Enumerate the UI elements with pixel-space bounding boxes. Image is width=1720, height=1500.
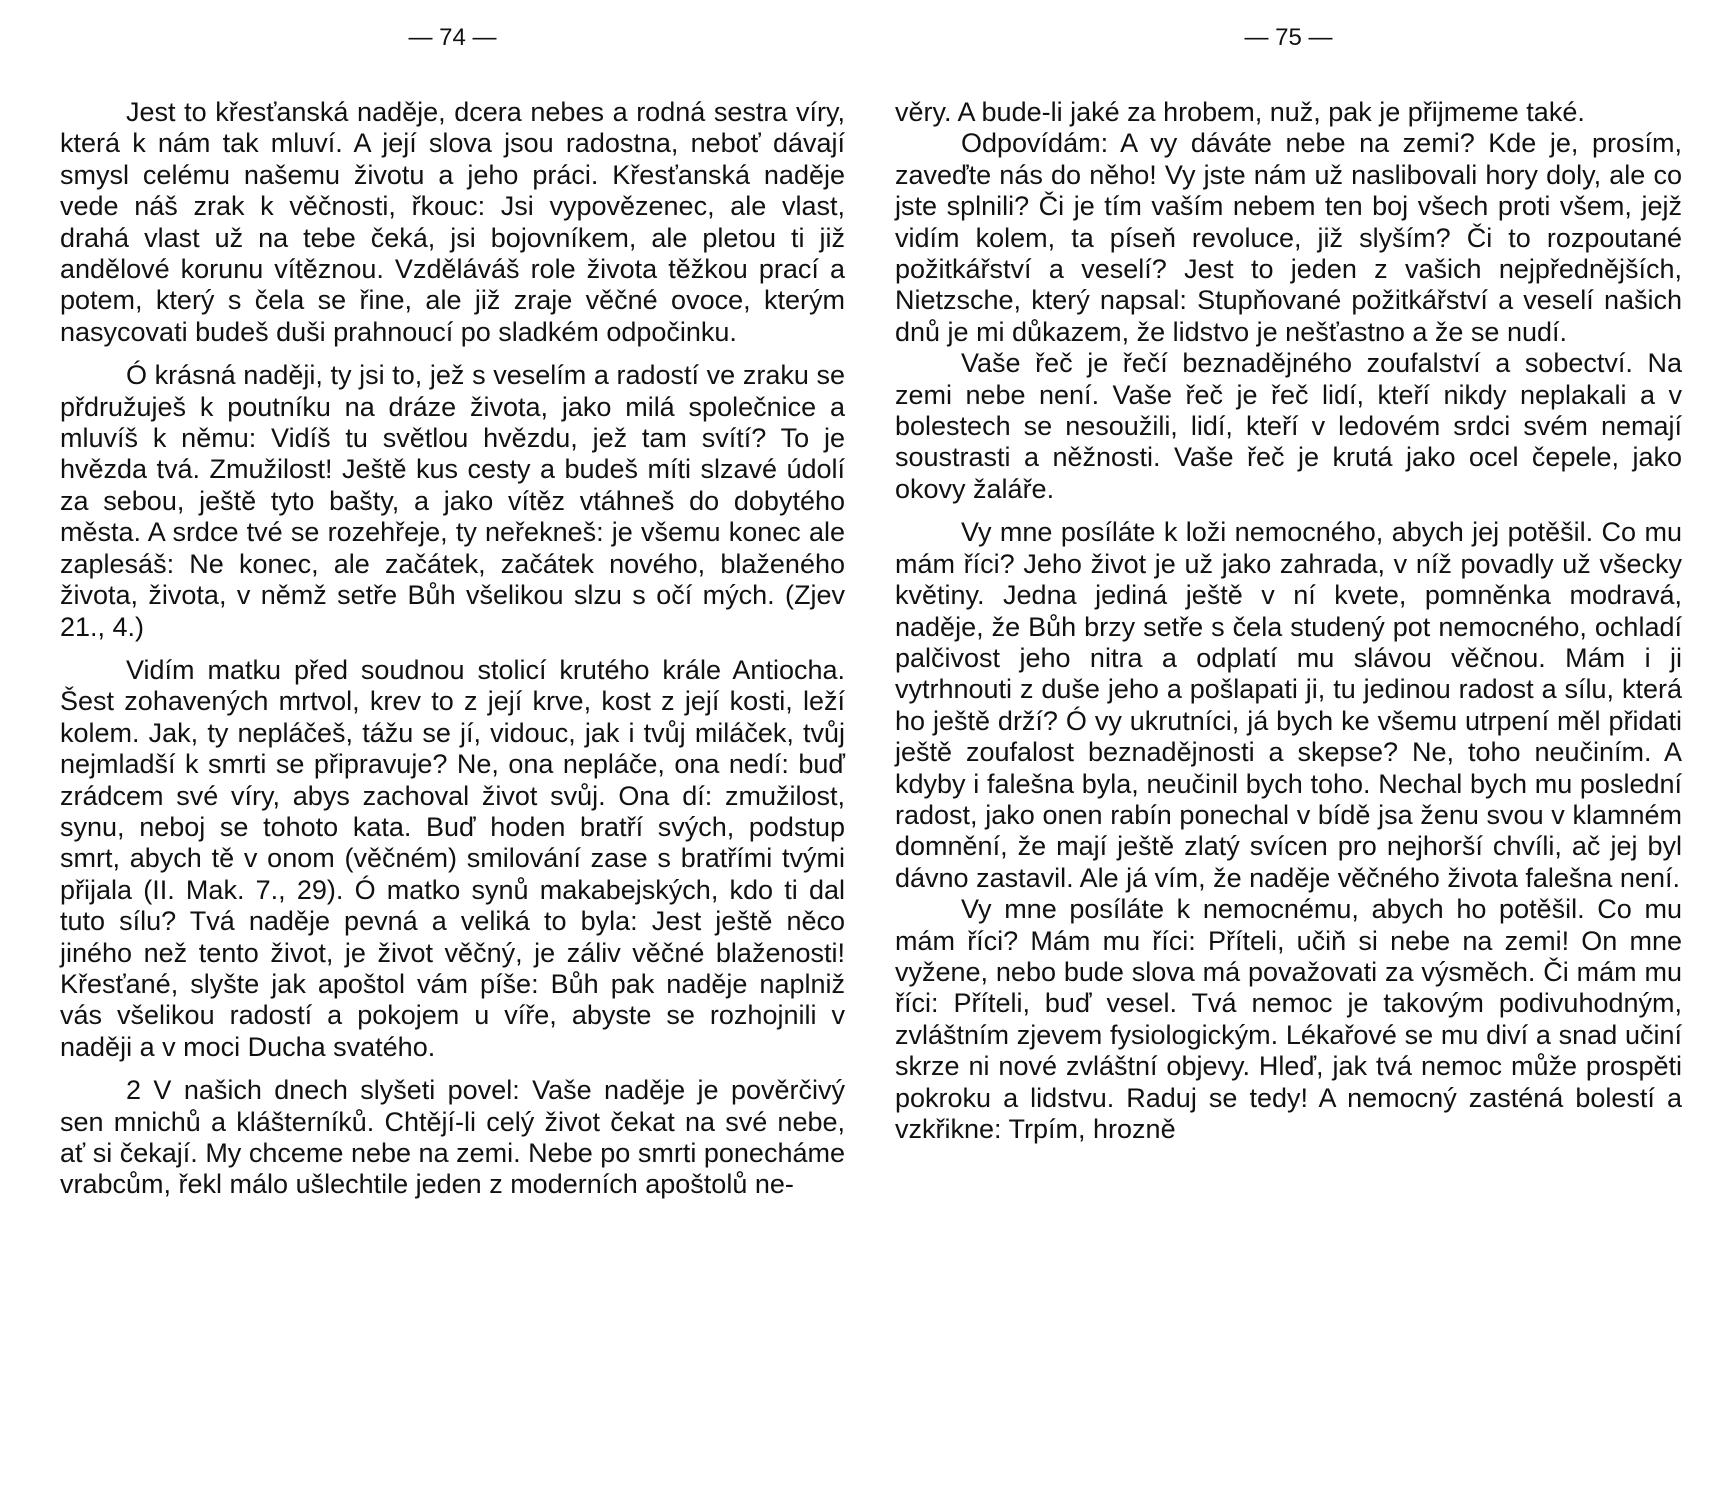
paragraph: Jest to křesťanská naděje, dcera nebes a rodná sestra víry, která k nám tak mluví. A její slova jsou radostna, neboť dávají smysl celému našemu životu a jeho práci. Křesťanská naděje vede náš zrak k věčnosti, řkouc: Jsi vypovězenec, ale vlast, drahá vlast už na tebe čeká, jsi bojovníkem, ale pletou ti již andělové korunu vítěznou. Vzděláváš role života těžkou prací a potem, který s čela se řine, ale již zraje věčné ovoce, kterým nasycovati budeš duši prahnoucí po sladkém odpočinku.: [60, 97, 845, 347]
page-number-74: — 74 —: [408, 24, 497, 51]
paragraph: Vy mne posíláte k loži nemocného, abych jej potěšil. Co mu mám říci? Jeho život je už jako zahrada, v níž povadly už všecky květiny. Jedna jediná ještě v ní kvete, pomněnka modravá, naděje, že Bůh brzy setře s čela studený pot nemocného, ochladí palčivost jeho nitra a odplatí mu slávou věčnou. Mám i ji vytrhnouti z duše jeho a pošlapati ji, tu jedinou radost a sílu, která ho ještě drží? Ó vy ukrutníci, já bych ke všemu utrpení měl přidati ještě zoufalost beznadějnosti a skepse? Ne, toho neučiním. A kdyby i falešna byla, neučinil bych toho. Nechal bych mu poslední radost, jako onen rabín ponechal v bídě jsa ženu svou v klamném domnění, že mají ještě zlatý svícen pro nejhorší chvíli, ač jej byl dávno zastavil. Ale já vím, že naděje věčného života falešna není.: [895, 517, 1682, 893]
paragraph: Ó krásná naději, ty jsi to, jež s veselím a radostí ve zraku se přdružuješ k poutníku na dráze života, jako milá společnice a mluvíš k němu: Vidíš tu světlou hvězdu, jež tam svítí? To je hvězda tvá. Zmužilost! Ještě kus cesty a budeš míti slzavé údolí za sebou, ještě tyto bašty, a jako vítěz vtáhneš do dobytého města. A srdce tvé se rozehřeje, ty neřekneš: je všemu konec ale zaplesáš: Ne konec, ale začátek, začátek nového, blaženého života, života, v němž setře Bůh všelikou slzu s očí mých. (Zjev 21., 4.): [60, 360, 845, 642]
paragraph: Vaše řeč je řečí beznadějného zoufalství a sobectví. Na zemi nebe není. Vaše řeč je řeč lidí, kteří nikdy neplakali a v bolestech se nesoužili, lidí, kteří v ledovém srdci svém nemají soustrasti a něžnosti. Vaše řeč je krutá jako ocel čepele, jako okovy žaláře.: [895, 348, 1682, 504]
paragraph: věry. A bude-li jaké za hrobem, nuž, pak je přijmeme také.: [895, 97, 1585, 127]
paragraph: Vidím matku před soudnou stolicí krutého krále Antiocha. Šest zohavených mrtvol, krev to z její krve, kost z její kosti, leží kolem. Jak, ty nepláčeš, tážu se jí, vidouc, jak i tvůj miláček, tvůj nejmladší k smrti se připravuje? Ne, ona nepláče, ona nedí: buď zrádcem své víry, abys zachoval život svůj. Ona dí: zmužilost, synu, neboj se tohoto kata. Buď hoden bratří svých, podstup smrt, abych tě v onom (věčném) smilování zase s bratřími tvými přijala (II. Mak. 7., 29). Ó matko synů makabejských, kdo ti dal tuto sílu? Tvá naděje pevná a veliká to byla: Jest ještě něco jiného než tento život, je život věčný, je záliv věčné blaženosti! Křesťané, slyšte jak apoštol vám píše: Bůh pak naděje naplniž vás všelikou radostí a pokojem u víře, abyste se rozhojnili v naději a v moci Ducha svatého.: [60, 654, 845, 1062]
paragraph: Odpovídám: A vy dáváte nebe na zemi? Kde je, prosím, zaveďte nás do něho! Vy jste nám už naslibovali hory doly, ale co jste splnili? Či je tím vaším nebem ten boj všech proti všem, jejž vidím kolem, ta píseň revoluce, již slyším? Či to rozpoutané požitkářství a veselí? Jest to jeden z vašich nejpřednějších, Nietzsche, který napsal: Stupňované požitkářství a veselí našich dnů je mi důkazem, že lidstvo je nešťastno a že se nudí.: [895, 128, 1682, 347]
paragraph: Vy mne posíláte k nemocnému, abych ho potěšil. Co mu mám říci? Mám mu říci: Příteli, učiň si nebe na zemi! On mne vyžene, nebo bude slova má považovati za výsměch. Či mám mu říci: Příteli, buď vesel. Tvá nemoc je takovým podivuhodným, zvláštním zjevem fysiologickým. Lékařové se mu diví a snad učiní skrze ni nové zvláštní objevy. Hleď, jak tvá nemoc může prospěti pokroku a lidstvu. Raduj se tedy! A nemocný zasténá bolestí a vzkřikne: Trpím, hrozně: [895, 894, 1682, 1144]
right-page-text: [895, 97, 1682, 1145]
page-number-75: — 75 —: [1244, 24, 1333, 51]
left-page-text: [60, 97, 845, 1201]
paragraph: 2 V našich dnech slyšeti povel: Vaše naděje je pověrčivý sen mnichů a klášterníků. Chtějí-li celý život čekat na své nebe, ať si čekají. My chceme nebe na zemi. Nebe po smrti ponecháme vrabcům, řekl málo ušlechtile jeden z moderních apoštolů ne-: [60, 1075, 845, 1200]
